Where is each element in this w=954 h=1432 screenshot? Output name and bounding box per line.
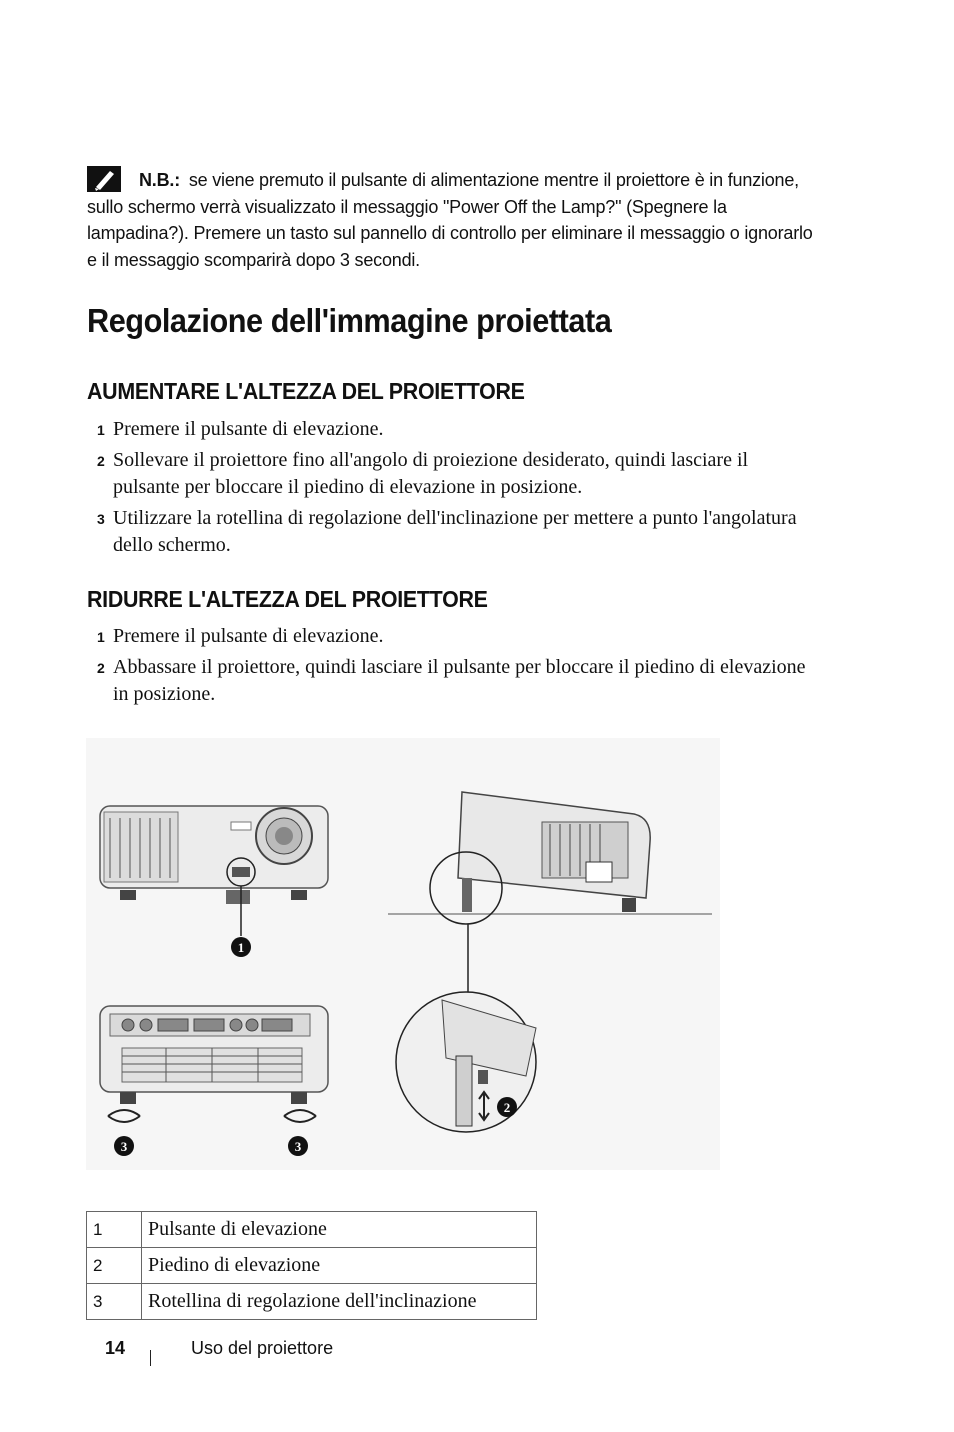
step-text: Sollevare il proiettore fino all'angolo di proiezione desiderato, quindi lasciare il pulsante per bloccare il piedino di elevazione in posizione. <box>113 449 749 498</box>
step-item <box>97 654 817 708</box>
callout-1: 1 <box>237 940 245 955</box>
footer-section-title: Uso del proiettore <box>191 1338 334 1358</box>
step-number: 2 <box>97 453 105 469</box>
footer-divider <box>150 1350 151 1366</box>
legend-number: 3 <box>87 1284 142 1320</box>
page-footer <box>105 1338 334 1359</box>
page-title: Regolazione dell'immagine proiettata <box>87 302 612 339</box>
section-heading-raise: AUMENTARE L'ALTEZZA DEL PROIETTORE <box>87 378 525 404</box>
page-number: 14 <box>105 1338 126 1358</box>
step-item <box>97 623 817 650</box>
legend-text: Rotellina di regolazione dell'inclinazione <box>142 1284 537 1320</box>
note-label: N.B.: <box>139 170 180 190</box>
table-row <box>87 1248 537 1284</box>
step-text: Premere il pulsante di elevazione. <box>113 625 384 647</box>
step-item <box>97 447 817 501</box>
legend-table <box>86 1211 537 1320</box>
legend-number: 2 <box>87 1248 142 1284</box>
step-number: 1 <box>97 629 105 645</box>
step-item <box>97 416 817 443</box>
step-item <box>97 505 817 559</box>
step-number: 3 <box>97 511 105 527</box>
table-row <box>87 1212 537 1248</box>
legend-number: 1 <box>87 1212 142 1248</box>
projector-illustration <box>86 738 720 1170</box>
pencil-note-icon <box>87 166 121 192</box>
step-text: Utilizzare la rotellina di regolazione dell'inclinazione per mettere a punto l'angolatura dello schermo. <box>113 507 797 556</box>
steps-raise <box>97 416 817 563</box>
legend-text: Pulsante di elevazione <box>142 1212 537 1248</box>
callout-3-left: 3 <box>120 1139 128 1154</box>
step-text: Abbassare il proiettore, quindi lasciare il pulsante per bloccare il piedino di elevazione in posizione. <box>113 656 806 705</box>
callout-3-right: 3 <box>294 1139 302 1154</box>
steps-lower <box>97 623 817 712</box>
legend-text: Piedino di elevazione <box>142 1248 537 1284</box>
step-number: 1 <box>97 422 105 438</box>
note-block <box>87 166 827 273</box>
section-heading-lower: RIDURRE L'ALTEZZA DEL PROIETTORE <box>87 586 488 612</box>
callout-2: 2 <box>503 1100 511 1115</box>
step-number: 2 <box>97 660 105 676</box>
note-text: se viene premuto il pulsante di alimentazione mentre il proiettore è in funzione, sullo schermo verrà visualizzato il messaggio "Power Off the Lamp?" (Spegnere la lampadina?). Premere un tasto sul pannello di controllo per eliminare il messaggio o ignorarlo e il messaggio scomparirà dopo 3 secondi. <box>87 170 813 270</box>
table-row <box>87 1284 537 1320</box>
step-text: Premere il pulsante di elevazione. <box>113 418 384 440</box>
